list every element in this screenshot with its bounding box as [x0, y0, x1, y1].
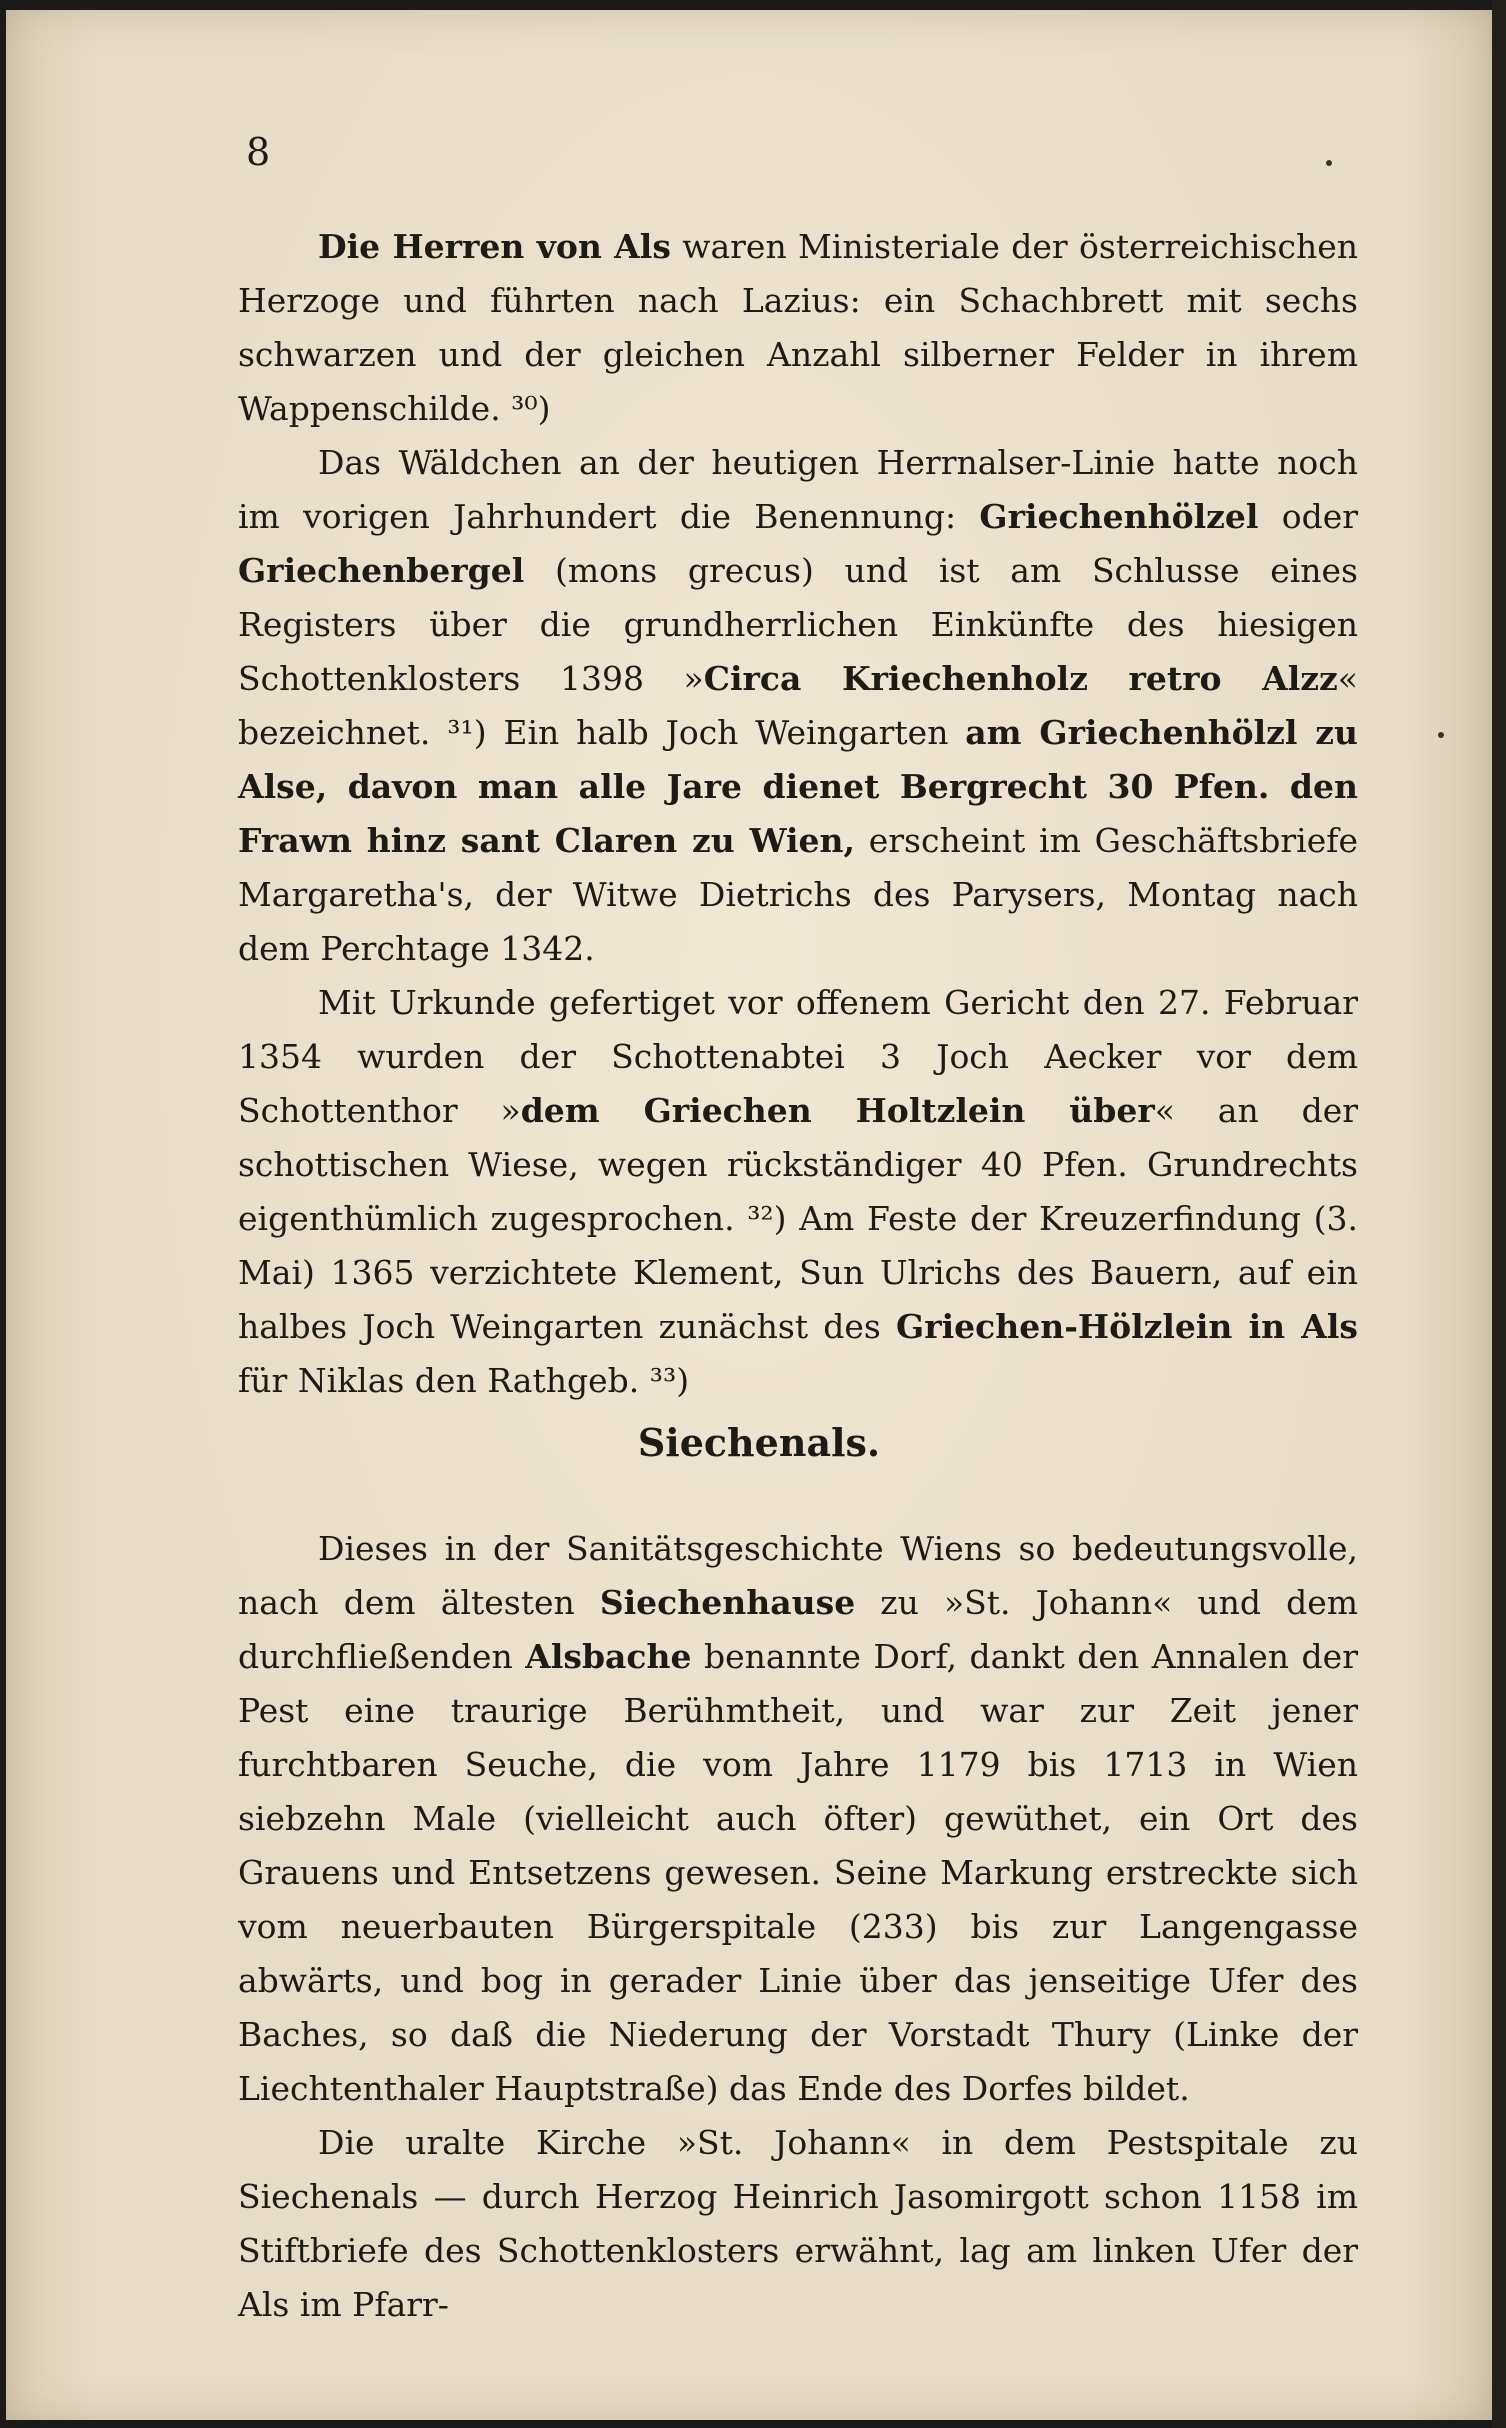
emphasis-text: Die Herren von Als	[318, 227, 671, 266]
paragraph-text: (mons grecus) und ist am Schlusse eines Registers über die grundherrlichen Einkünfte des hiesigen Schottenklosters 1398 »	[238, 551, 1358, 698]
section-title: Siechenals.	[637, 1420, 881, 1465]
book-page	[6, 10, 1496, 2420]
emphasis-text: Circa Kriechenholz retro Alzz	[703, 659, 1338, 698]
paragraph-text: Die uralte Kirche »St. Johann« in dem Pestspitale zu Siechenals — durch Herzog Heinrich Jasomirgott schon 1158 im Stiftbriefe des Schottenklosters erwähnt, lag am linken Ufer der Als im Pfarr-	[238, 2123, 1358, 2324]
emphasis-text: Griechen-Hölzlein in Als	[896, 1307, 1358, 1346]
paragraph-text: für Niklas den Rathgeb. ³³)	[238, 1361, 690, 1400]
paragraph-text: oder	[1258, 497, 1358, 536]
section-1-body	[238, 220, 1358, 1408]
emphasis-text: Griechenbergel	[238, 551, 525, 590]
print-speck	[1326, 160, 1332, 166]
emphasis-text: am Griechenhölzl zu Alse, davon man alle Jare dienet Bergrecht 30 Pfen. den Frawn hinz sant Claren zu Wien,	[238, 713, 1358, 860]
paragraph-text: Das Wäldchen an der heutigen Herrnalser-Linie hatte noch im vorigen Jahrhundert die Benennung:	[238, 443, 1358, 536]
page-number: 8	[246, 130, 271, 174]
paragraph-waeldchen	[238, 436, 1358, 976]
paragraph-text: waren Ministeriale der österreichischen Herzoge und führten nach Lazius: ein Schachbrett mit sechs schwarzen und der gleichen Anzahl silberner Felder in ihrem Wappenschilde. ³⁰)	[238, 227, 1358, 428]
emphasis-text: dem Griechen Holtzlein über	[520, 1091, 1155, 1130]
emphasis-text: Griechenhölzel	[979, 497, 1259, 536]
page-edge-shadow	[1492, 0, 1506, 2428]
paragraph-text: « an der schottischen Wiese, wegen rückständiger 40 Pfen. Grundrechts eigenthümlich zugesprochen. ³²) Am Feste der Kreuzerfindung (3. Mai) 1365 verzichtete Klement, Sun Ulrichs des Bauern, auf ein halbes Joch Weingarten zunächst des	[238, 1091, 1358, 1346]
paragraph-herren-von-als	[238, 220, 1358, 436]
paragraph-text: Mit Urkunde gefertiget vor offenem Gericht den 27. Februar 1354 wurden der Schottenabtei 3 Joch Aecker vor dem Schottenthor »	[238, 983, 1358, 1130]
emphasis-text: Siechenhause	[599, 1583, 856, 1622]
paragraph-text: zu »St. Johann« und dem durchfließenden	[238, 1583, 1359, 1676]
paragraph-text: erscheint im Geschäftsbriefe Margaretha's, der Witwe Dietrichs des Parysers, Montag nach dem Perchtage 1342.	[238, 821, 1359, 968]
section-2-body	[238, 1522, 1358, 2332]
paragraph-urkunde	[238, 976, 1358, 1408]
paragraph-text: Dieses in der Sanitätsgeschichte Wiens so bedeutungsvolle, nach dem ältesten	[238, 1529, 1358, 1622]
print-speck	[1438, 732, 1444, 738]
emphasis-text: Alsbache	[525, 1637, 692, 1676]
paragraph-text: benannte Dorf, dankt den Annalen der Pest eine traurige Berühmtheit, und war zur Zeit jener furchtbaren Seuche, die vom Jahre 1179 bis 1713 in Wien siebzehn Male (vielleicht auch öfter) gewüthet, ein Ort des Grauens und Entsetzens gewesen. Seine Markung erstreckte sich vom neuerbauten Bürgerspitale (233) bis zur Langengasse abwärts, und bog in gerader Linie über das jenseitige Ufer des Baches, so daß die Niederung der Vorstadt Thury (Linke der Liechtenthaler Hauptstraße) das Ende des Dorfes bildet.	[238, 1637, 1358, 2108]
paragraph-text: « bezeichnet. ³¹) Ein halb Joch Weingarten	[238, 659, 1358, 752]
paragraph-siechenals	[238, 1522, 1358, 2116]
paragraph-kirche	[238, 2116, 1358, 2332]
